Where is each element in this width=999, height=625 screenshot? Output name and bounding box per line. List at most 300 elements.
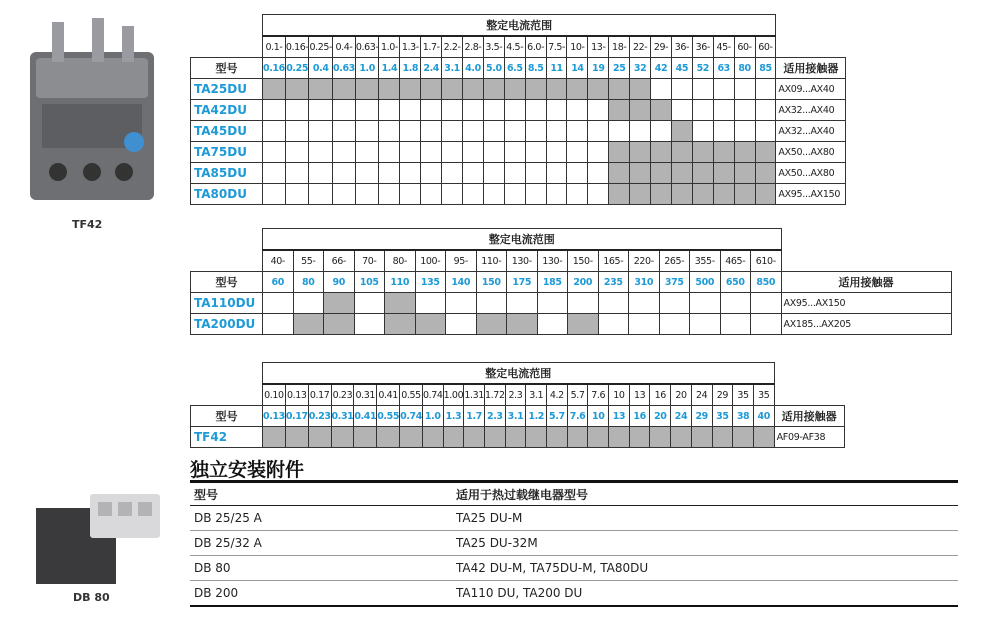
range-cell-applicable <box>651 184 672 205</box>
accessory-relay: TA42 DU-M, TA75DU-M, TA80DU <box>452 556 958 581</box>
range-low-value: 1.7- <box>421 36 442 58</box>
contactor-value: AX50...AX80 <box>776 142 846 163</box>
range-high-value: 13 <box>609 406 630 427</box>
range-cell-applicable <box>463 79 484 100</box>
table-row <box>190 531 958 556</box>
range-high-value: 1.4 <box>379 58 400 79</box>
range-high-row <box>191 272 952 293</box>
accessory-model: DB 25/32 A <box>190 531 452 556</box>
range-low-value: 35 <box>753 384 774 406</box>
empty-corner <box>191 363 263 385</box>
accessory-model: DB 25/25 A <box>190 506 452 531</box>
range-cell-applicable <box>385 293 416 314</box>
range-cell-empty <box>421 121 442 142</box>
range-low-value: 4.2 <box>547 384 568 406</box>
range-cell-empty <box>263 121 286 142</box>
range-cell-empty <box>285 184 309 205</box>
range-cell-applicable <box>691 427 712 448</box>
range-cell-empty <box>400 121 421 142</box>
range-low-value: 0.74 <box>422 384 443 406</box>
range-cell-applicable <box>734 142 755 163</box>
range-cell-empty <box>525 163 546 184</box>
range-low-value: 60- <box>755 36 776 58</box>
range-low-value: 2.8- <box>463 36 484 58</box>
range-title-row <box>191 229 952 251</box>
table-row <box>190 506 958 531</box>
range-cell-applicable <box>567 427 588 448</box>
range-cell-applicable <box>324 314 355 335</box>
range-cell-empty <box>483 100 504 121</box>
accessories-model-header: 型号 <box>190 482 452 506</box>
range-cell-applicable <box>476 314 507 335</box>
range-cell-empty <box>659 314 690 335</box>
range-low-value: 150- <box>568 250 599 272</box>
range-cell-applicable <box>713 163 734 184</box>
empty-corner <box>774 363 844 385</box>
range-cell-empty <box>333 184 356 205</box>
range-cell-applicable <box>609 79 630 100</box>
range-cell-applicable <box>464 427 485 448</box>
range-high-value: 40 <box>753 406 774 427</box>
range-cell-applicable <box>484 427 505 448</box>
range-cell-empty <box>463 100 484 121</box>
range-cell-applicable <box>331 427 354 448</box>
empty-corner <box>781 250 951 272</box>
accessory-relay: TA25 DU-32M <box>452 531 958 556</box>
range-cell-applicable <box>692 163 713 184</box>
range-title: 整定电流范围 <box>263 229 782 251</box>
model-column-header: 型号 <box>191 272 263 293</box>
range-low-value: 0.41 <box>377 384 400 406</box>
range-cell-empty <box>421 142 442 163</box>
range-high-value: 0.74 <box>400 406 423 427</box>
range-cell-empty <box>751 293 782 314</box>
range-high-value: 35 <box>712 406 733 427</box>
range-low-value: 66- <box>324 250 355 272</box>
range-cell-empty <box>525 121 546 142</box>
range-cell-applicable <box>609 427 630 448</box>
range-high-value: 0.17 <box>285 406 308 427</box>
range-cell-empty <box>333 121 356 142</box>
range-cell-empty <box>567 121 588 142</box>
model-name: TA75DU <box>191 142 263 163</box>
range-cell-applicable <box>263 79 286 100</box>
range-cell-applicable <box>755 163 776 184</box>
accessories-title: 独立安装附件 <box>190 459 305 481</box>
range-cell-empty <box>713 121 734 142</box>
range-high-value: 90 <box>324 272 355 293</box>
range-cell-empty <box>463 121 484 142</box>
thermal-overload-relay-image <box>12 12 172 207</box>
mounting-block-image <box>30 490 165 588</box>
range-cell-applicable <box>651 100 672 121</box>
range-high-value: 2.3 <box>484 406 505 427</box>
range-high-value: 105 <box>354 272 385 293</box>
range-low-value: 10 <box>609 384 630 406</box>
table-row <box>191 142 846 163</box>
range-high-value: 0.4 <box>309 58 333 79</box>
range-cell-empty <box>400 100 421 121</box>
accessory-model: DB 200 <box>190 581 452 607</box>
range-cell-empty <box>442 100 463 121</box>
range-low-value: 29- <box>651 36 672 58</box>
range-cell-applicable <box>609 163 630 184</box>
current-range-table-tf42 <box>190 362 845 448</box>
range-cell-applicable <box>588 427 609 448</box>
range-cell-empty <box>421 184 442 205</box>
range-cell-empty <box>504 184 525 205</box>
range-cell-empty <box>285 142 309 163</box>
range-cell-applicable <box>333 79 356 100</box>
range-cell-applicable <box>525 79 546 100</box>
range-cell-empty <box>293 293 324 314</box>
range-high-value: 85 <box>755 58 776 79</box>
current-range-table-ta-large <box>190 228 952 335</box>
range-high-value: 80 <box>734 58 755 79</box>
range-low-value: 80- <box>385 250 416 272</box>
range-cell-empty <box>751 314 782 335</box>
range-cell-empty <box>309 163 333 184</box>
range-low-value: 0.23 <box>331 384 354 406</box>
range-cell-empty <box>504 142 525 163</box>
range-cell-applicable <box>400 79 421 100</box>
range-cell-empty <box>537 293 568 314</box>
range-low-row <box>191 384 845 406</box>
range-low-value: 2.3 <box>505 384 526 406</box>
range-high-value: 7.6 <box>567 406 588 427</box>
table-row <box>190 581 958 607</box>
range-cell-empty <box>713 100 734 121</box>
range-low-value: 220- <box>629 250 660 272</box>
range-low-value: 13- <box>588 36 609 58</box>
range-high-value: 135 <box>415 272 446 293</box>
range-cell-empty <box>629 314 660 335</box>
range-cell-empty <box>442 121 463 142</box>
model-name: TA42DU <box>191 100 263 121</box>
range-cell-empty <box>415 293 446 314</box>
range-low-value: 0.1- <box>263 36 286 58</box>
contactor-column-header: 适用接触器 <box>774 406 844 427</box>
range-cell-empty <box>400 184 421 205</box>
range-low-value: 0.31 <box>354 384 377 406</box>
range-low-value: 4.5- <box>504 36 525 58</box>
range-cell-applicable <box>755 184 776 205</box>
range-cell-empty <box>379 163 400 184</box>
range-cell-applicable <box>734 184 755 205</box>
table-row <box>191 184 846 205</box>
range-high-value: 32 <box>630 58 651 79</box>
range-cell-empty <box>546 142 567 163</box>
range-high-value: 20 <box>650 406 671 427</box>
range-low-value: 1.0- <box>379 36 400 58</box>
range-low-value: 0.4- <box>333 36 356 58</box>
empty-corner <box>191 229 263 251</box>
range-cell-applicable <box>734 163 755 184</box>
range-cell-empty <box>525 100 546 121</box>
range-cell-empty <box>713 79 734 100</box>
range-cell-empty <box>263 314 294 335</box>
range-cell-empty <box>263 100 286 121</box>
range-cell-empty <box>692 100 713 121</box>
model-name: TA85DU <box>191 163 263 184</box>
range-cell-empty <box>446 293 477 314</box>
accessories-header-row <box>190 482 958 506</box>
range-cell-applicable <box>630 163 651 184</box>
range-cell-applicable <box>568 314 599 335</box>
range-high-value: 63 <box>713 58 734 79</box>
range-high-value: 0.63 <box>333 58 356 79</box>
range-cell-applicable <box>443 427 464 448</box>
range-cell-empty <box>309 121 333 142</box>
range-cell-empty <box>525 184 546 205</box>
range-high-value: 0.25 <box>285 58 309 79</box>
range-cell-empty <box>568 293 599 314</box>
range-cell-empty <box>442 142 463 163</box>
range-cell-empty <box>692 121 713 142</box>
range-high-value: 1.0 <box>355 58 379 79</box>
range-cell-empty <box>379 184 400 205</box>
range-cell-empty <box>400 163 421 184</box>
range-low-value: 70- <box>354 250 385 272</box>
range-cell-empty <box>546 163 567 184</box>
range-low-value: 610- <box>751 250 782 272</box>
range-cell-applicable <box>422 427 443 448</box>
range-title-row <box>191 363 845 385</box>
contactor-value: AX09...AX40 <box>776 79 846 100</box>
range-high-value: 0.55 <box>377 406 400 427</box>
range-cell-empty <box>463 142 484 163</box>
range-high-value: 10 <box>588 406 609 427</box>
range-low-value: 40- <box>263 250 294 272</box>
range-high-value: 375 <box>659 272 690 293</box>
contactor-column-header: 适用接触器 <box>781 272 951 293</box>
range-cell-applicable <box>308 427 331 448</box>
range-low-value: 36- <box>671 36 692 58</box>
range-cell-empty <box>734 79 755 100</box>
range-low-value: 13 <box>629 384 650 406</box>
range-cell-empty <box>507 293 538 314</box>
range-low-value: 110- <box>476 250 507 272</box>
range-cell-applicable <box>651 163 672 184</box>
model-name: TA80DU <box>191 184 263 205</box>
empty-corner <box>191 15 263 37</box>
range-high-value: 5.7 <box>547 406 568 427</box>
range-low-value: 3.1 <box>526 384 547 406</box>
range-high-value: 3.1 <box>442 58 463 79</box>
range-low-value: 1.31 <box>464 384 485 406</box>
range-low-value: 22- <box>630 36 651 58</box>
range-high-value: 16 <box>629 406 650 427</box>
range-cell-empty <box>476 293 507 314</box>
model-column-header: 型号 <box>191 406 263 427</box>
range-cell-applicable <box>630 79 651 100</box>
range-cell-empty <box>525 142 546 163</box>
range-cell-empty <box>588 163 609 184</box>
range-cell-empty <box>598 314 629 335</box>
range-cell-applicable <box>567 79 588 100</box>
range-cell-empty <box>651 79 672 100</box>
range-low-value: 5.7 <box>567 384 588 406</box>
range-high-value: 42 <box>651 58 672 79</box>
contactor-value: AX185...AX205 <box>781 314 951 335</box>
range-cell-empty <box>333 163 356 184</box>
range-cell-empty <box>609 121 630 142</box>
range-low-value: 0.16- <box>285 36 309 58</box>
model-name: TA110DU <box>191 293 263 314</box>
range-low-value: 465- <box>720 250 751 272</box>
range-cell-empty <box>442 184 463 205</box>
range-cell-applicable <box>733 427 754 448</box>
range-cell-empty <box>720 314 751 335</box>
range-high-value: 0.31 <box>331 406 354 427</box>
range-cell-applicable <box>505 427 526 448</box>
range-cell-empty <box>263 142 286 163</box>
range-high-value: 24 <box>671 406 692 427</box>
range-cell-applicable <box>504 79 525 100</box>
range-cell-applicable <box>671 121 692 142</box>
range-cell-empty <box>463 163 484 184</box>
range-high-value: 0.13 <box>263 406 286 427</box>
range-cell-applicable <box>379 79 400 100</box>
range-title-row <box>191 15 846 37</box>
accessories-relay-header: 适用于热过载继电器型号 <box>452 482 958 506</box>
range-cell-empty <box>442 163 463 184</box>
range-high-row <box>191 406 845 427</box>
range-cell-applicable <box>421 79 442 100</box>
contactor-column-header: 适用接触器 <box>776 58 846 79</box>
range-cell-empty <box>651 121 672 142</box>
range-high-value: 0.23 <box>308 406 331 427</box>
current-range-table-ta <box>190 14 846 205</box>
range-cell-empty <box>755 121 776 142</box>
range-cell-applicable <box>755 142 776 163</box>
range-high-value: 1.8 <box>400 58 421 79</box>
range-cell-empty <box>263 184 286 205</box>
range-cell-applicable <box>400 427 423 448</box>
range-low-value: 1.3- <box>400 36 421 58</box>
range-cell-empty <box>400 142 421 163</box>
range-cell-empty <box>671 79 692 100</box>
range-cell-empty <box>354 314 385 335</box>
range-cell-empty <box>630 121 651 142</box>
range-cell-applicable <box>293 314 324 335</box>
range-cell-applicable <box>692 184 713 205</box>
range-high-value: 650 <box>720 272 751 293</box>
range-high-value: 8.5 <box>525 58 546 79</box>
range-high-value: 11 <box>546 58 567 79</box>
model-column-header: 型号 <box>191 58 263 79</box>
empty-corner <box>191 36 263 58</box>
accessory-relay: TA25 DU-M <box>452 506 958 531</box>
range-low-value: 355- <box>690 250 721 272</box>
range-low-value: 0.63- <box>355 36 379 58</box>
range-cell-applicable <box>263 427 286 448</box>
range-low-value: 2.2- <box>442 36 463 58</box>
range-cell-applicable <box>507 314 538 335</box>
range-cell-empty <box>671 100 692 121</box>
range-cell-applicable <box>650 427 671 448</box>
range-high-value: 25 <box>609 58 630 79</box>
range-low-value: 18- <box>609 36 630 58</box>
range-cell-applicable <box>713 142 734 163</box>
range-cell-empty <box>309 142 333 163</box>
range-cell-applicable <box>588 79 609 100</box>
range-cell-empty <box>567 142 588 163</box>
table-row <box>191 100 846 121</box>
range-low-row <box>191 250 952 272</box>
table-row <box>191 314 952 335</box>
table-row <box>191 79 846 100</box>
range-cell-empty <box>692 79 713 100</box>
range-cell-applicable <box>609 100 630 121</box>
range-high-value: 200 <box>568 272 599 293</box>
range-cell-empty <box>285 100 309 121</box>
accessory-model: DB 80 <box>190 556 452 581</box>
empty-corner <box>191 384 263 406</box>
empty-corner <box>781 229 951 251</box>
range-high-value: 150 <box>476 272 507 293</box>
range-cell-applicable <box>285 427 308 448</box>
range-high-value: 1.2 <box>526 406 547 427</box>
range-cell-applicable <box>609 142 630 163</box>
contactor-value: AX50...AX80 <box>776 163 846 184</box>
range-cell-applicable <box>526 427 547 448</box>
range-cell-empty <box>309 100 333 121</box>
range-cell-applicable <box>671 142 692 163</box>
range-cell-applicable <box>712 427 733 448</box>
range-low-value: 165- <box>598 250 629 272</box>
range-cell-applicable <box>354 427 377 448</box>
range-high-value: 2.4 <box>421 58 442 79</box>
range-cell-applicable <box>309 79 333 100</box>
range-cell-applicable <box>713 184 734 205</box>
range-low-value: 16 <box>650 384 671 406</box>
range-high-value: 310 <box>629 272 660 293</box>
contactor-value: AF09-AF38 <box>774 427 844 448</box>
range-cell-empty <box>333 142 356 163</box>
range-cell-empty <box>588 142 609 163</box>
range-title: 整定电流范围 <box>263 363 775 385</box>
range-low-value: 0.10 <box>263 384 286 406</box>
range-low-value: 0.17 <box>308 384 331 406</box>
range-cell-empty <box>379 100 400 121</box>
range-cell-applicable <box>671 427 692 448</box>
range-cell-empty <box>755 100 776 121</box>
range-cell-empty <box>309 184 333 205</box>
range-cell-empty <box>285 121 309 142</box>
range-low-value: 7.5- <box>546 36 567 58</box>
range-high-value: 1.3 <box>443 406 464 427</box>
range-cell-applicable <box>753 427 774 448</box>
range-cell-empty <box>483 163 504 184</box>
range-cell-empty <box>355 100 379 121</box>
range-high-value: 0.41 <box>354 406 377 427</box>
range-cell-empty <box>546 121 567 142</box>
range-cell-empty <box>734 121 755 142</box>
table-row <box>191 163 846 184</box>
range-cell-empty <box>588 100 609 121</box>
range-cell-applicable <box>630 100 651 121</box>
range-cell-empty <box>588 184 609 205</box>
range-cell-applicable <box>671 184 692 205</box>
range-high-value: 6.5 <box>504 58 525 79</box>
range-cell-empty <box>355 184 379 205</box>
range-low-value: 20 <box>671 384 692 406</box>
empty-corner <box>776 36 846 58</box>
range-low-value: 1.00 <box>443 384 464 406</box>
range-low-value: 265- <box>659 250 690 272</box>
range-cell-applicable <box>546 79 567 100</box>
